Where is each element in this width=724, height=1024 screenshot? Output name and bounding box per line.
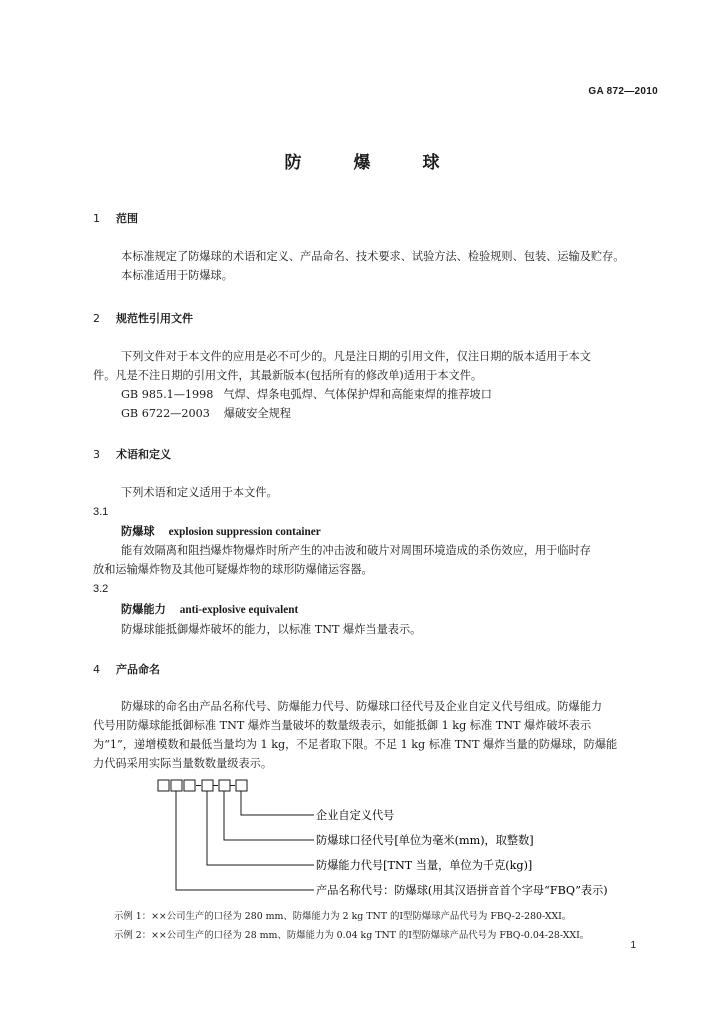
term-definition-line: 防爆球能抵御爆炸破坏的能力，以标准 TNT 爆炸当量表示。 <box>121 623 422 636</box>
title-char: 球 <box>422 153 440 173</box>
terms-intro: 下列术语和定义适用于本文件。 <box>121 486 278 499</box>
example-line: 示例 1：××公司生产的口径为 280 mm、防爆能力为 2 kg TNT 的Ⅰ型防爆球产品代号为 FBQ-2-280-XXI。 <box>114 911 572 922</box>
term-zh: 防爆能力 <box>121 602 166 616</box>
term-zh: 防爆球 <box>121 524 155 538</box>
section-title: 产品命名 <box>116 663 160 676</box>
section-number: 2 <box>93 312 100 325</box>
clause-number: 3.2 <box>93 583 109 595</box>
code-box <box>158 780 169 791</box>
references-intro-line: 下列文件对于本文件的应用是必不可少的。凡是注日期的引用文件，仅注日期的版本适用于本文 <box>121 350 591 363</box>
scope-paragraph-line: 本标准适用于防爆球。 <box>121 269 233 282</box>
naming-paragraph-line: 力代码采用实际当量数数量级表示。 <box>93 757 273 770</box>
term-en: anti-explosive equivalent <box>179 604 299 616</box>
title-char: 爆 <box>353 153 371 173</box>
diagram-label-product-name: 产品名称代号：防爆球(用其汉语拼音首个字母“FBQ”表示) <box>316 884 608 897</box>
standard-code: GA 872—2010 <box>588 86 658 97</box>
code-box <box>184 780 195 791</box>
clause-number: 3.1 <box>93 506 109 518</box>
page-number: 1 <box>630 940 636 951</box>
naming-paragraph-line: 防爆球的命名由产品名称代号、防爆能力代号、防爆球口径代号及企业自定义代号组成。防爆能力 <box>121 700 603 713</box>
reference-title: 爆破安全规程 <box>223 407 291 420</box>
section-number: 1 <box>93 212 100 225</box>
leader-line-enterprise <box>241 791 314 815</box>
section-title: 术语和定义 <box>116 448 171 461</box>
section-title: 规范性引用文件 <box>116 312 193 325</box>
diagram-label-capacity: 防爆能力代号[TNT 当量，单位为千克(kg)] <box>316 859 533 872</box>
example-line: 示例 2：××公司生产的口径为 28 mm、防爆能力为 0.04 kg TNT 的Ⅰ型防爆球产品代号为 FBQ-0.04-28-XXI。 <box>114 930 590 941</box>
diagram-label-caliber: 防爆球口径代号[单位为毫米(mm)，取整数] <box>316 834 534 847</box>
section-number: 4 <box>93 663 100 676</box>
section-number: 3 <box>93 448 100 461</box>
code-box <box>236 780 247 791</box>
term-definition-line: 放和运输爆炸物及其他可疑爆炸物的球形防爆储运容器。 <box>93 563 373 576</box>
code-box <box>219 780 230 791</box>
title-char: 防 <box>284 153 302 173</box>
leader-line-capacity <box>207 791 314 865</box>
code-box <box>171 780 182 791</box>
section-title: 范围 <box>116 212 138 225</box>
naming-paragraph-line: 代号用防爆球能抵御标准 TNT 爆炸当量破坏的数量级表示，如能抵御 1 kg 标准 TNT 爆炸破坏表示 <box>93 719 592 732</box>
term-definition-line: 能有效隔离和阻挡爆炸物爆炸时所产生的冲击波和破片对周围环境造成的杀伤效应，用于临时存 <box>121 544 591 557</box>
term-en: explosion suppression container <box>168 526 321 538</box>
reference-code: GB 985.1—1998 <box>121 388 214 401</box>
diagram-label-enterprise: 企业自定义代号 <box>316 809 395 822</box>
code-box <box>202 780 213 791</box>
scope-paragraph-line: 本标准规定了防爆球的术语和定义、产品命名、技术要求、试验方法、检验规则、包装、运输及贮存。 <box>121 250 625 263</box>
references-intro-line: 件。凡是不注日期的引用文件，其最新版本(包括所有的修改单)适用于本文件。 <box>93 369 483 382</box>
naming-paragraph-line: 为“1”，递增模数和最低当量均为 1 kg，不足者取下限。不足 1 kg 标准 TNT 爆炸当量的防爆球，防爆能 <box>93 738 618 751</box>
reference-code: GB 6722—2003 <box>121 407 210 420</box>
reference-title: 气焊、焊条电弧焊、气体保护焊和高能束焊的推荐坡口 <box>223 388 492 401</box>
